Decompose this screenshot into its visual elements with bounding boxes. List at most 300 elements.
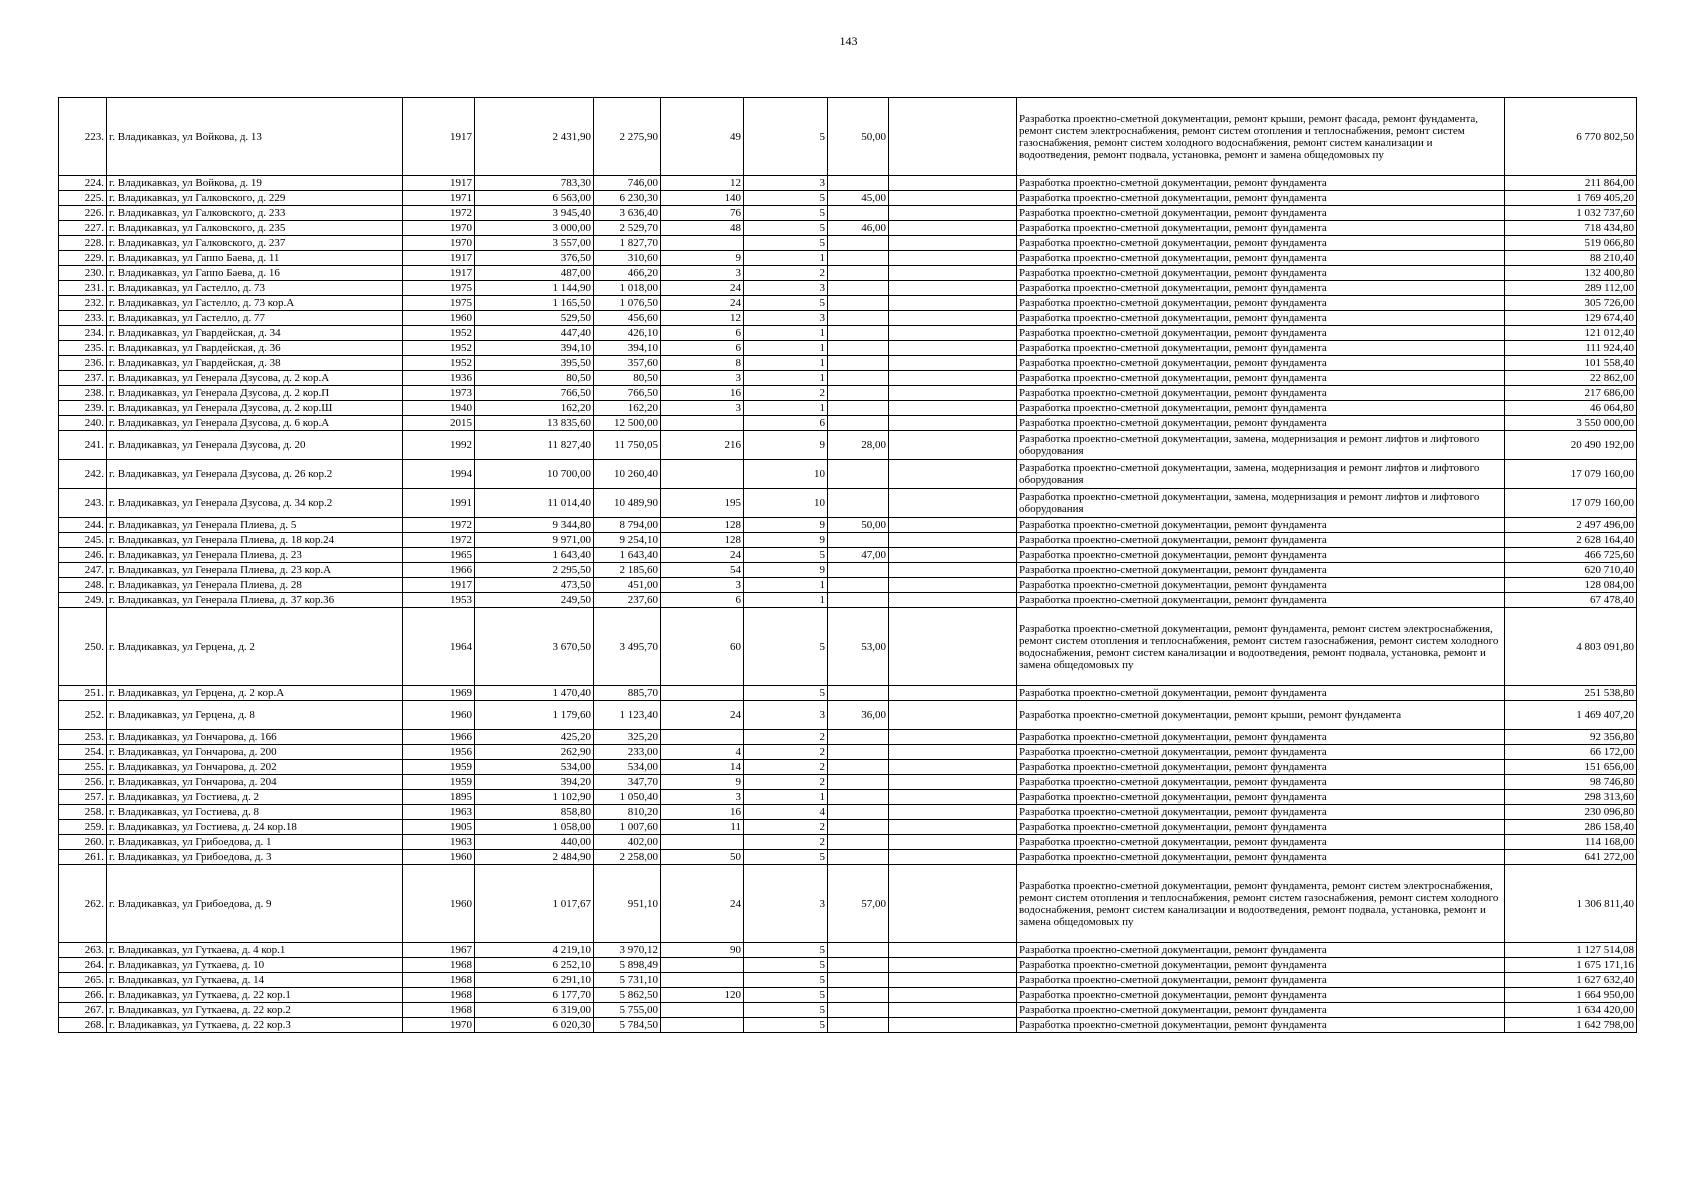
table-row (59, 281, 1637, 296)
row-number: 246. (59, 548, 107, 563)
living-area-cell: 3 970,12 (594, 943, 661, 958)
table-row (59, 973, 1637, 988)
cost-cell: 251 538,80 (1505, 686, 1637, 701)
year-cell: 1969 (403, 686, 475, 701)
residents-cell: 6 (661, 593, 744, 608)
year-cell: 1975 (403, 296, 475, 311)
living-area-cell: 162,20 (594, 401, 661, 416)
total-area-cell: 249,50 (475, 593, 594, 608)
residents-cell: 4 (661, 745, 744, 760)
residents-cell: 9 (661, 251, 744, 266)
floors-cell: 5 (744, 850, 828, 865)
address-cell: г. Владикавказ, ул Галковского, д. 233 (107, 206, 403, 221)
address-cell: г. Владикавказ, ул Гвардейская, д. 34 (107, 326, 403, 341)
row-number: 263. (59, 943, 107, 958)
residents-cell (661, 1018, 744, 1033)
cost-cell: 66 172,00 (1505, 745, 1637, 760)
floors-cell: 1 (744, 401, 828, 416)
year-cell: 1972 (403, 533, 475, 548)
blank-cell (889, 281, 1017, 296)
blank-cell (889, 176, 1017, 191)
total-area-cell: 394,10 (475, 341, 594, 356)
row-number: 248. (59, 578, 107, 593)
address-cell: г. Владикавказ, ул Герцена, д. 2 (107, 608, 403, 686)
address-cell: г. Владикавказ, ул Генерала Дзусова, д. 20 (107, 431, 403, 460)
total-area-cell: 6 252,10 (475, 958, 594, 973)
blank-cell (889, 266, 1017, 281)
year-cell: 1959 (403, 775, 475, 790)
blank-cell (889, 593, 1017, 608)
cost-cell: 17 079 160,00 (1505, 489, 1637, 518)
floors-cell: 1 (744, 578, 828, 593)
table-row (59, 251, 1637, 266)
table-row (59, 865, 1637, 943)
total-area-cell: 2 295,50 (475, 563, 594, 578)
floors-cell: 9 (744, 518, 828, 533)
floors-cell: 5 (744, 548, 828, 563)
works-cell: Разработка проектно-сметной документации, ремонт фундамента (1017, 341, 1505, 356)
residents-cell: 14 (661, 760, 744, 775)
row-number: 242. (59, 460, 107, 489)
wear-cell (828, 820, 889, 835)
blank-cell (889, 206, 1017, 221)
year-cell: 1940 (403, 401, 475, 416)
wear-cell: 47,00 (828, 548, 889, 563)
blank-cell (889, 533, 1017, 548)
row-number: 247. (59, 563, 107, 578)
blank-cell (889, 805, 1017, 820)
residents-cell: 11 (661, 820, 744, 835)
address-cell: г. Владикавказ, ул Войкова, д. 19 (107, 176, 403, 191)
cost-cell: 46 064,80 (1505, 401, 1637, 416)
address-cell: г. Владикавказ, ул Гостиева, д. 2 (107, 790, 403, 805)
blank-cell (889, 943, 1017, 958)
wear-cell (828, 760, 889, 775)
cost-cell: 2 628 164,40 (1505, 533, 1637, 548)
year-cell: 1973 (403, 386, 475, 401)
works-cell: Разработка проектно-сметной документации, ремонт фундамента (1017, 191, 1505, 206)
total-area-cell: 13 835,60 (475, 416, 594, 431)
cost-cell: 289 112,00 (1505, 281, 1637, 296)
year-cell: 2015 (403, 416, 475, 431)
living-area-cell: 357,60 (594, 356, 661, 371)
wear-cell (828, 835, 889, 850)
total-area-cell: 534,00 (475, 760, 594, 775)
total-area-cell: 1 165,50 (475, 296, 594, 311)
works-cell: Разработка проектно-сметной документации, ремонт фундамента (1017, 251, 1505, 266)
row-number: 261. (59, 850, 107, 865)
works-cell: Разработка проектно-сметной документации, ремонт фундамента (1017, 686, 1505, 701)
wear-cell (828, 775, 889, 790)
total-area-cell: 6 563,00 (475, 191, 594, 206)
residents-cell: 12 (661, 176, 744, 191)
total-area-cell: 487,00 (475, 266, 594, 281)
floors-cell: 2 (744, 730, 828, 745)
address-cell: г. Владикавказ, ул Генерала Плиева, д. 5 (107, 518, 403, 533)
row-number: 236. (59, 356, 107, 371)
floors-cell: 2 (744, 820, 828, 835)
living-area-cell: 1 050,40 (594, 790, 661, 805)
address-cell: г. Владикавказ, ул Гончарова, д. 166 (107, 730, 403, 745)
residents-cell: 3 (661, 578, 744, 593)
wear-cell (828, 943, 889, 958)
living-area-cell: 2 258,00 (594, 850, 661, 865)
address-cell: г. Владикавказ, ул Гвардейская, д. 38 (107, 356, 403, 371)
blank-cell (889, 608, 1017, 686)
floors-cell: 1 (744, 593, 828, 608)
year-cell: 1960 (403, 865, 475, 943)
cost-cell: 67 478,40 (1505, 593, 1637, 608)
floors-cell: 2 (744, 266, 828, 281)
cost-cell: 114 168,00 (1505, 835, 1637, 850)
works-cell: Разработка проектно-сметной документации, ремонт фундамента (1017, 820, 1505, 835)
blank-cell (889, 548, 1017, 563)
row-number: 243. (59, 489, 107, 518)
works-cell: Разработка проектно-сметной документации, ремонт фундамента (1017, 533, 1505, 548)
page-number: 143 (839, 34, 858, 48)
floors-cell: 1 (744, 790, 828, 805)
wear-cell (828, 460, 889, 489)
cost-cell: 1 469 407,20 (1505, 701, 1637, 730)
residents-cell: 140 (661, 191, 744, 206)
residents-cell: 90 (661, 943, 744, 958)
works-cell: Разработка проектно-сметной документации, ремонт фундамента (1017, 266, 1505, 281)
blank-cell (889, 431, 1017, 460)
address-cell: г. Владикавказ, ул Генерала Дзусова, д. 2 кор.А (107, 371, 403, 386)
cost-cell: 519 066,80 (1505, 236, 1637, 251)
floors-cell: 1 (744, 356, 828, 371)
residents-cell: 195 (661, 489, 744, 518)
wear-cell (828, 563, 889, 578)
wear-cell (828, 973, 889, 988)
wear-cell (828, 790, 889, 805)
wear-cell (828, 1018, 889, 1033)
year-cell: 1970 (403, 221, 475, 236)
total-area-cell: 6 319,00 (475, 1003, 594, 1018)
year-cell: 1975 (403, 281, 475, 296)
cost-cell: 22 862,00 (1505, 371, 1637, 386)
table-row (59, 386, 1637, 401)
cost-cell: 1 127 514,08 (1505, 943, 1637, 958)
living-area-cell: 885,70 (594, 686, 661, 701)
wear-cell (828, 1003, 889, 1018)
address-cell: г. Владикавказ, ул Гостиева, д. 24 кор.18 (107, 820, 403, 835)
cost-cell: 217 686,00 (1505, 386, 1637, 401)
residents-cell (661, 416, 744, 431)
address-cell: г. Владикавказ, ул Грибоедова, д. 9 (107, 865, 403, 943)
blank-cell (889, 701, 1017, 730)
cost-cell: 1 675 171,16 (1505, 958, 1637, 973)
address-cell: г. Владикавказ, ул Гуткаева, д. 22 кор.1 (107, 988, 403, 1003)
total-area-cell: 473,50 (475, 578, 594, 593)
address-cell: г. Владикавказ, ул Галковского, д. 229 (107, 191, 403, 206)
row-number: 234. (59, 326, 107, 341)
floors-cell: 3 (744, 701, 828, 730)
table-row (59, 988, 1637, 1003)
cost-cell: 1 769 405,20 (1505, 191, 1637, 206)
residents-cell: 50 (661, 850, 744, 865)
works-cell: Разработка проектно-сметной документации, ремонт фундамента (1017, 548, 1505, 563)
address-cell: г. Владикавказ, ул Гуткаева, д. 22 кор.3 (107, 1018, 403, 1033)
floors-cell: 3 (744, 865, 828, 943)
living-area-cell: 534,00 (594, 760, 661, 775)
total-area-cell: 9 344,80 (475, 518, 594, 533)
year-cell: 1905 (403, 820, 475, 835)
residents-cell (661, 973, 744, 988)
wear-cell: 46,00 (828, 221, 889, 236)
works-cell: Разработка проектно-сметной документации, ремонт крыши, ремонт фасада, ремонт фундамента, ремонт систем электроснабжения, ремонт систем отопления и теплоснабжения, ремонт систем газоснабжения, ремонт систем холодного водоснабжения, ремонт систем канализации и водоотведения, ремонт подвала, установка, ремонт и замена общедомовых пу (1017, 98, 1505, 176)
row-number: 224. (59, 176, 107, 191)
wear-cell (828, 533, 889, 548)
address-cell: г. Владикавказ, ул Гастелло, д. 73 кор.А (107, 296, 403, 311)
living-area-cell: 8 794,00 (594, 518, 661, 533)
row-number: 244. (59, 518, 107, 533)
year-cell: 1968 (403, 1003, 475, 1018)
table-row (59, 1018, 1637, 1033)
total-area-cell: 425,20 (475, 730, 594, 745)
table-row (59, 790, 1637, 805)
blank-cell (889, 98, 1017, 176)
works-cell: Разработка проектно-сметной документации, ремонт фундамента (1017, 296, 1505, 311)
year-cell: 1963 (403, 835, 475, 850)
year-cell: 1991 (403, 489, 475, 518)
living-area-cell: 426,10 (594, 326, 661, 341)
table-row (59, 416, 1637, 431)
year-cell: 1972 (403, 518, 475, 533)
year-cell: 1917 (403, 578, 475, 593)
blank-cell (889, 775, 1017, 790)
row-number: 226. (59, 206, 107, 221)
address-cell: г. Владикавказ, ул Гаппо Баева, д. 16 (107, 266, 403, 281)
table-row (59, 608, 1637, 686)
row-number: 257. (59, 790, 107, 805)
year-cell: 1952 (403, 341, 475, 356)
table-row (59, 326, 1637, 341)
table-row (59, 701, 1637, 730)
floors-cell: 1 (744, 371, 828, 386)
total-area-cell: 395,50 (475, 356, 594, 371)
residents-cell: 16 (661, 805, 744, 820)
address-cell: г. Владикавказ, ул Грибоедова, д. 1 (107, 835, 403, 850)
total-area-cell: 858,80 (475, 805, 594, 820)
wear-cell: 28,00 (828, 431, 889, 460)
wear-cell: 50,00 (828, 518, 889, 533)
address-cell: г. Владикавказ, ул Гастелло, д. 77 (107, 311, 403, 326)
cost-cell: 98 746,80 (1505, 775, 1637, 790)
living-area-cell: 9 254,10 (594, 533, 661, 548)
residents-cell: 12 (661, 311, 744, 326)
address-cell: г. Владикавказ, ул Грибоедова, д. 3 (107, 850, 403, 865)
residents-cell (661, 686, 744, 701)
address-cell: г. Владикавказ, ул Гуткаева, д. 14 (107, 973, 403, 988)
residents-cell: 3 (661, 371, 744, 386)
works-cell: Разработка проектно-сметной документации, ремонт фундамента (1017, 371, 1505, 386)
cost-cell: 718 434,80 (1505, 221, 1637, 236)
residents-cell: 48 (661, 221, 744, 236)
year-cell: 1968 (403, 958, 475, 973)
works-cell: Разработка проектно-сметной документации, ремонт фундамента (1017, 943, 1505, 958)
living-area-cell: 456,60 (594, 311, 661, 326)
row-number: 235. (59, 341, 107, 356)
works-cell: Разработка проектно-сметной документации, ремонт фундамента (1017, 176, 1505, 191)
row-number: 254. (59, 745, 107, 760)
address-cell: г. Владикавказ, ул Генерала Дзусова, д. 2 кор.Ш (107, 401, 403, 416)
table-row (59, 533, 1637, 548)
row-number: 238. (59, 386, 107, 401)
blank-cell (889, 1018, 1017, 1033)
total-area-cell: 766,50 (475, 386, 594, 401)
wear-cell (828, 745, 889, 760)
living-area-cell: 766,50 (594, 386, 661, 401)
table-row (59, 820, 1637, 835)
floors-cell: 5 (744, 221, 828, 236)
row-number: 231. (59, 281, 107, 296)
residents-cell: 16 (661, 386, 744, 401)
works-cell: Разработка проектно-сметной документации, ремонт фундамента (1017, 1003, 1505, 1018)
table-row (59, 221, 1637, 236)
year-cell: 1968 (403, 988, 475, 1003)
living-area-cell: 237,60 (594, 593, 661, 608)
residents-cell: 3 (661, 401, 744, 416)
year-cell: 1952 (403, 326, 475, 341)
address-cell: г. Владикавказ, ул Генерала Плиева, д. 37 кор.36 (107, 593, 403, 608)
works-cell: Разработка проектно-сметной документации, ремонт фундамента (1017, 206, 1505, 221)
works-cell: Разработка проектно-сметной документации, ремонт фундамента (1017, 593, 1505, 608)
total-area-cell: 1 470,40 (475, 686, 594, 701)
floors-cell: 5 (744, 608, 828, 686)
floors-cell: 2 (744, 386, 828, 401)
floors-cell: 2 (744, 745, 828, 760)
residents-cell: 6 (661, 326, 744, 341)
wear-cell (828, 236, 889, 251)
year-cell: 1972 (403, 206, 475, 221)
floors-cell: 5 (744, 206, 828, 221)
cost-cell: 298 313,60 (1505, 790, 1637, 805)
floors-cell: 10 (744, 489, 828, 518)
floors-cell: 5 (744, 296, 828, 311)
cost-cell: 620 710,40 (1505, 563, 1637, 578)
living-area-cell: 810,20 (594, 805, 661, 820)
living-area-cell: 951,10 (594, 865, 661, 943)
year-cell: 1966 (403, 563, 475, 578)
address-cell: г. Владикавказ, ул Генерала Плиева, д. 23 (107, 548, 403, 563)
table-row (59, 943, 1637, 958)
works-cell: Разработка проектно-сметной документации, замена, модернизация и ремонт лифтов и лифтового оборудования (1017, 489, 1505, 518)
table-row (59, 311, 1637, 326)
row-number: 240. (59, 416, 107, 431)
residents-cell: 128 (661, 518, 744, 533)
year-cell: 1936 (403, 371, 475, 386)
living-area-cell: 451,00 (594, 578, 661, 593)
works-cell: Разработка проектно-сметной документации, ремонт фундамента, ремонт систем электроснабжения, ремонт систем отопления и теплоснабжения, ремонт систем газоснабжения, ремонт систем холодного водоснабжения, ремонт систем канализации и водоотведения, ремонт подвала, установка, ремонт и замена общедомовых пу (1017, 865, 1505, 943)
total-area-cell: 11 827,40 (475, 431, 594, 460)
residents-cell: 24 (661, 281, 744, 296)
total-area-cell: 2 484,90 (475, 850, 594, 865)
cost-cell: 1 306 811,40 (1505, 865, 1637, 943)
row-number: 229. (59, 251, 107, 266)
blank-cell (889, 326, 1017, 341)
wear-cell: 53,00 (828, 608, 889, 686)
blank-cell (889, 221, 1017, 236)
floors-cell: 5 (744, 943, 828, 958)
address-cell: г. Владикавказ, ул Гуткаева, д. 10 (107, 958, 403, 973)
row-number: 253. (59, 730, 107, 745)
residents-cell: 3 (661, 266, 744, 281)
wear-cell (828, 356, 889, 371)
table-row (59, 775, 1637, 790)
living-area-cell: 3 495,70 (594, 608, 661, 686)
wear-cell (828, 958, 889, 973)
address-cell: г. Владикавказ, ул Войкова, д. 13 (107, 98, 403, 176)
living-area-cell: 80,50 (594, 371, 661, 386)
cost-cell: 305 726,00 (1505, 296, 1637, 311)
residents-cell: 6 (661, 341, 744, 356)
total-area-cell: 262,90 (475, 745, 594, 760)
total-area-cell: 1 179,60 (475, 701, 594, 730)
residents-cell: 24 (661, 701, 744, 730)
row-number: 252. (59, 701, 107, 730)
address-cell: г. Владикавказ, ул Гуткаева, д. 22 кор.2 (107, 1003, 403, 1018)
wear-cell (828, 311, 889, 326)
year-cell: 1917 (403, 98, 475, 176)
blank-cell (889, 311, 1017, 326)
row-number: 250. (59, 608, 107, 686)
year-cell: 1994 (403, 460, 475, 489)
year-cell: 1960 (403, 850, 475, 865)
row-number: 262. (59, 865, 107, 943)
blank-cell (889, 865, 1017, 943)
buildings-table (58, 97, 1637, 1033)
wear-cell (828, 341, 889, 356)
year-cell: 1960 (403, 701, 475, 730)
address-cell: г. Владикавказ, ул Гончарова, д. 204 (107, 775, 403, 790)
works-cell: Разработка проектно-сметной документации, ремонт фундамента (1017, 835, 1505, 850)
wear-cell (828, 206, 889, 221)
living-area-cell: 5 862,50 (594, 988, 661, 1003)
blank-cell (889, 460, 1017, 489)
wear-cell (828, 850, 889, 865)
year-cell: 1966 (403, 730, 475, 745)
works-cell: Разработка проектно-сметной документации, ремонт фундамента (1017, 790, 1505, 805)
living-area-cell: 310,60 (594, 251, 661, 266)
table-row (59, 206, 1637, 221)
living-area-cell: 394,10 (594, 341, 661, 356)
address-cell: г. Владикавказ, ул Гостиева, д. 8 (107, 805, 403, 820)
floors-cell: 5 (744, 1003, 828, 1018)
floors-cell: 9 (744, 533, 828, 548)
residents-cell (661, 730, 744, 745)
table-row (59, 489, 1637, 518)
cost-cell: 111 924,40 (1505, 341, 1637, 356)
living-area-cell: 2 275,90 (594, 98, 661, 176)
table-row (59, 371, 1637, 386)
address-cell: г. Владикавказ, ул Гаппо Баева, д. 11 (107, 251, 403, 266)
row-number: 264. (59, 958, 107, 973)
works-cell: Разработка проектно-сметной документации, ремонт фундамента (1017, 730, 1505, 745)
works-cell: Разработка проектно-сметной документации, ремонт фундамента (1017, 221, 1505, 236)
row-number: 265. (59, 973, 107, 988)
floors-cell: 3 (744, 311, 828, 326)
works-cell: Разработка проектно-сметной документации, ремонт фундамента (1017, 1018, 1505, 1033)
floors-cell: 5 (744, 236, 828, 251)
total-area-cell: 394,20 (475, 775, 594, 790)
year-cell: 1959 (403, 760, 475, 775)
address-cell: г. Владикавказ, ул Генерала Дзусова, д. 26 кор.2 (107, 460, 403, 489)
blank-cell (889, 730, 1017, 745)
cost-cell: 466 725,60 (1505, 548, 1637, 563)
living-area-cell: 10 489,90 (594, 489, 661, 518)
floors-cell: 9 (744, 431, 828, 460)
